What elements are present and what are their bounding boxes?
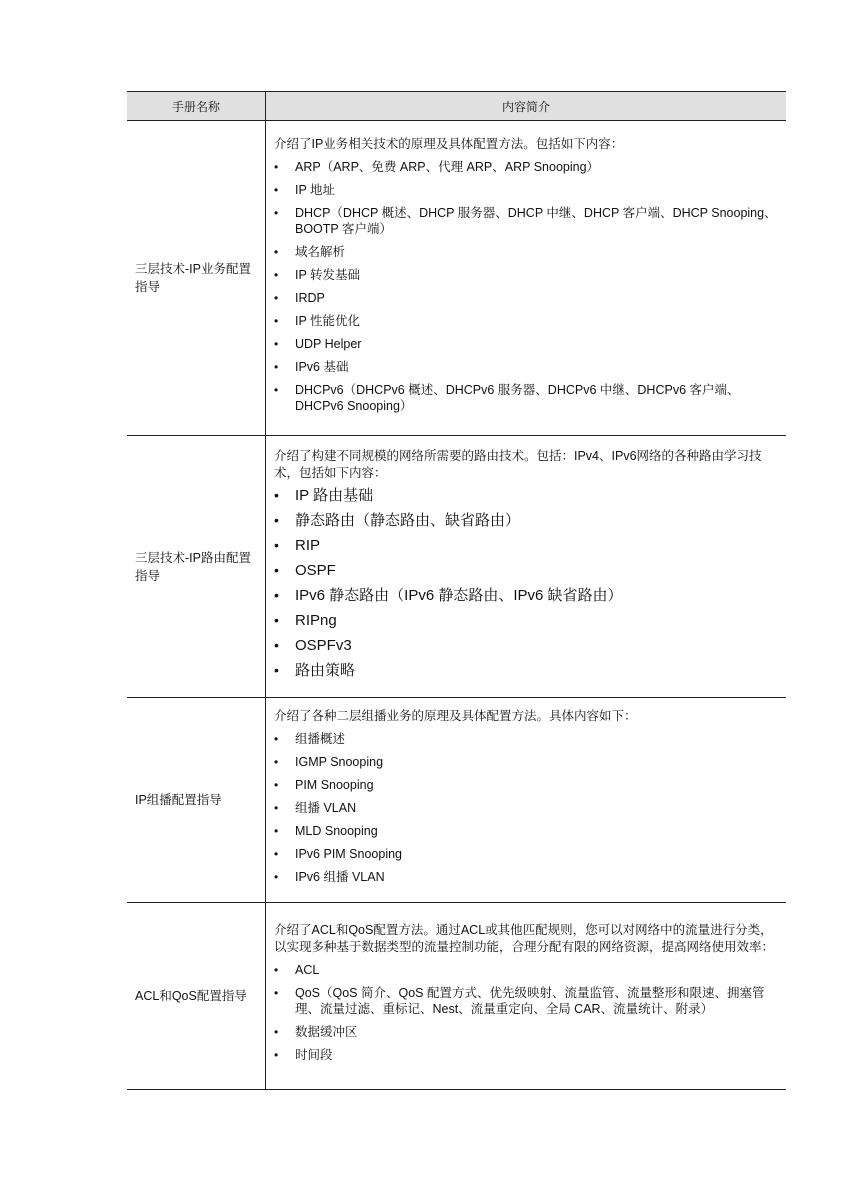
list-item: • DHCPv6（DHCPv6 概述、DHCPv6 服务器、DHCPv6 中继、DHCPv6 客户端、DHCPv6 Snooping） xyxy=(274,382,778,414)
summary-list xyxy=(274,486,778,680)
list-item: • IP 地址 xyxy=(274,182,778,198)
content-summary xyxy=(266,436,787,698)
table-row xyxy=(127,698,786,903)
table-row xyxy=(127,903,786,1090)
manual-table xyxy=(127,91,786,1090)
list-item: • UDP Helper xyxy=(274,336,778,352)
list-item: • 域名解析 xyxy=(274,244,778,260)
list-item: • OSPFv3 xyxy=(274,636,778,655)
summary-intro: 介绍了各种二层组播业务的原理及具体配置方法。具体内容如下： xyxy=(274,709,637,723)
list-item: • PIM Snooping xyxy=(274,777,778,793)
list-item: • RIP xyxy=(274,536,778,555)
summary-intro: 介绍了IP业务相关技术的原理及具体配置方法。包括如下内容： xyxy=(274,136,624,151)
summary-intro: 介绍了构建不同规模的网络所需要的路由技术。包括：IPv4、IPv6网络的各种路由学习技术，包括如下内容： xyxy=(274,448,762,480)
list-item: • 静态路由（静态路由、缺省路由） xyxy=(274,511,778,530)
list-item: • RIPng xyxy=(274,611,778,630)
list-item: • IPv6 静态路由（IPv6 静态路由、IPv6 缺省路由） xyxy=(274,586,778,605)
list-item: • IP 性能优化 xyxy=(274,313,778,329)
content-summary xyxy=(266,121,787,436)
list-item: • ARP（ARP、免费 ARP、代理 ARP、ARP Snooping） xyxy=(274,159,778,175)
summary-list xyxy=(274,731,778,885)
list-item: • 组播概述 xyxy=(274,731,778,747)
list-item: • 路由策略 xyxy=(274,661,778,680)
list-item: • IP 转发基础 xyxy=(274,267,778,283)
table-header-row xyxy=(127,92,786,121)
summary-intro: 介绍了ACL和QoS配置方法。通过ACL或其他匹配规则，您可以对网络中的流量进行分类，以实现多种基于数据类型的流量控制功能，合理分配有限的网络资源，提高网络使用效率： xyxy=(274,923,775,954)
list-item: • IPv6 组播 VLAN xyxy=(274,869,778,885)
list-item: • IP 路由基础 xyxy=(274,486,778,505)
summary-list xyxy=(274,159,778,414)
content-summary xyxy=(266,903,787,1090)
list-item: • IPv6 基础 xyxy=(274,359,778,375)
table-row xyxy=(127,121,786,436)
content-summary xyxy=(266,698,787,903)
list-item: • MLD Snooping xyxy=(274,823,778,839)
list-item: • IPv6 PIM Snooping xyxy=(274,846,778,862)
list-item: • ACL xyxy=(274,962,778,978)
list-item: • 数据缓冲区 xyxy=(274,1024,778,1040)
list-item: • OSPF xyxy=(274,561,778,580)
list-item: • QoS（QoS 简介、QoS 配置方式、优先级映射、流量监管、流量整形和限速、拥塞管理、流量过滤、重标记、Nest、流量重定向、全局 CAR、流量统计、附录） xyxy=(274,985,778,1017)
table-row xyxy=(127,436,786,698)
header-manual-name: 手册名称 xyxy=(127,92,266,121)
list-item: • 组播 VLAN xyxy=(274,800,778,816)
list-item: • IRDP xyxy=(274,290,778,306)
header-content-summary: 内容简介 xyxy=(266,92,787,121)
manual-name: ACL和QoS配置指导 xyxy=(127,903,266,1090)
summary-list xyxy=(274,962,778,1063)
manual-name: IP组播配置指导 xyxy=(127,698,266,903)
manual-name: 三层技术-IP业务配置指导 xyxy=(127,121,266,436)
list-item: • DHCP（DHCP 概述、DHCP 服务器、DHCP 中继、DHCP 客户端、DHCP Snooping、BOOTP 客户端） xyxy=(274,205,778,237)
list-item: • IGMP Snooping xyxy=(274,754,778,770)
manual-name: 三层技术-IP路由配置指导 xyxy=(127,436,266,698)
list-item: • 时间段 xyxy=(274,1047,778,1063)
